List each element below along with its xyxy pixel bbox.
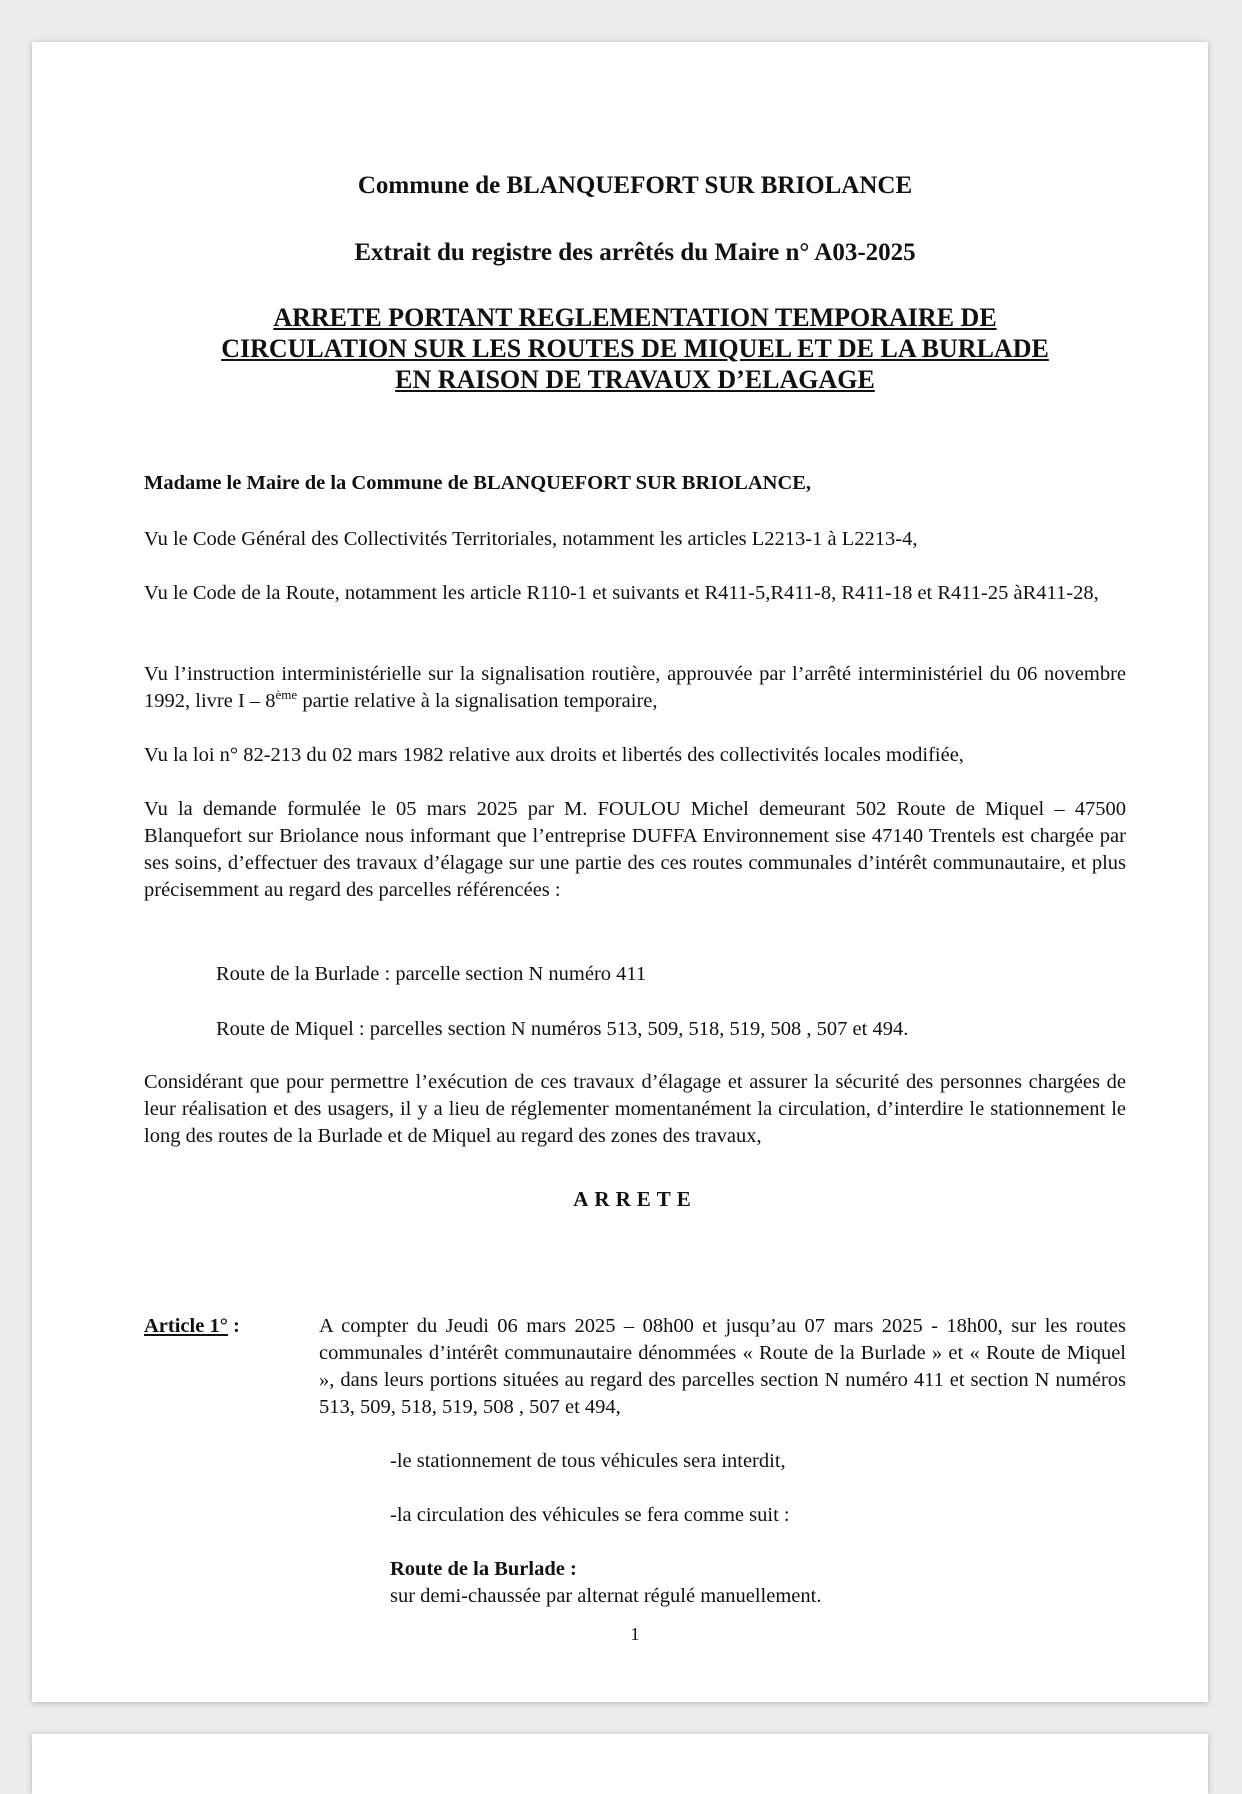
intro-maire: Madame le Maire de la Commune de BLANQUEFORT SUR BRIOLANCE, bbox=[144, 472, 812, 494]
article-1-item-stationnement: -le stationnement de tous véhicules sera interdit, bbox=[390, 1450, 786, 1472]
vu-instruction-part2: partie relative à la signalisation temporaire, bbox=[297, 690, 658, 712]
parcelle-burlade: Route de la Burlade : parcelle section N numéro 411 bbox=[216, 963, 647, 985]
vu-instruction-part1: Vu l’instruction interministérielle sur la signalisation routière, approuvée par l’arrêté interministériel du 06 novembre 1992, livre I – 8 bbox=[144, 663, 1126, 712]
article-1-label-text: Article 1° bbox=[144, 1315, 228, 1337]
vu-loi: Vu la loi n° 82-213 du 02 mars 1982 relative aux droits et libertés des collectivités locales modifiée, bbox=[144, 744, 964, 766]
title-line-2: CIRCULATION SUR LES ROUTES DE MIQUEL ET DE LA BURLADE bbox=[221, 334, 1049, 363]
article-1-item-circulation: -la circulation des véhicules se fera comme suit : bbox=[390, 1504, 790, 1526]
vu-instruction-sup: ème bbox=[275, 687, 298, 703]
next-page-edge bbox=[32, 1734, 1208, 1794]
arrete-title bbox=[144, 302, 1126, 395]
vu-cgct: Vu le Code Général des Collectivités Territoriales, notamment les articles L2213-1 à L2213-4, bbox=[144, 528, 918, 550]
parcelle-miquel: Route de Miquel : parcelles section N numéros 513, 509, 518, 519, 508 , 507 et 494. bbox=[216, 1018, 909, 1040]
arrete-heading: ARRETE bbox=[573, 1187, 697, 1211]
page-number: 1 bbox=[630, 1624, 640, 1644]
title-line-3: EN RAISON DE TRAVAUX D’ELAGAGE bbox=[395, 365, 875, 394]
article-1-subheading-burlade: Route de la Burlade : bbox=[390, 1558, 577, 1580]
article-1-text: A compter du Jeudi 06 mars 2025 – 08h00 et jusqu’au 07 mars 2025 - 18h00, sur les routes communales d’intérêt communautaire dénommées « Route de la Burlade » et « Route de Miquel », dans leurs portions situées au regard des parcelles section N numéro 411 et section N numéros 513, 509, 518, 519, 508 , 507 et 494, bbox=[319, 1315, 1126, 1418]
considerant: Considérant que pour permettre l’exécution de ces travaux d’élagage et assurer la sécurité des personnes chargées de leur réalisation et des usagers, il y a lieu de réglementer momentanément la circulation, d’interdire le stationnement le long des routes de la Burlade et de Miquel au regard des zones des travaux, bbox=[144, 1071, 1126, 1147]
article-1-label bbox=[144, 1313, 240, 1340]
commune-heading: Commune de BLANQUEFORT SUR BRIOLANCE bbox=[357, 172, 913, 199]
article-1-subtext-burlade: sur demi-chaussée par alternat régulé manuellement. bbox=[390, 1585, 822, 1607]
vu-instruction bbox=[144, 661, 1126, 715]
vu-code-route: Vu le Code de la Route, notamment les article R110-1 et suivants et R411-5,R411-8, R411-18 et R411-25 àR411-28, bbox=[144, 582, 1099, 604]
article-1-colon: : bbox=[227, 1315, 240, 1337]
title-line-1: ARRETE PORTANT REGLEMENTATION TEMPORAIRE DE bbox=[273, 303, 997, 332]
vu-demande: Vu la demande formulée le 05 mars 2025 par M. FOULOU Michel demeurant 502 Route de Miquel – 47500 Blanquefort sur Briolance nous informant que l’entreprise DUFFA Environnement sise 47140 Trentels est chargée par ses soins, d’effectuer des travaux d’élagage sur une partie des ces routes communales d’intérêt communautaire, et plus précisemment au regard des parcelles référencées : bbox=[144, 798, 1126, 901]
document-page bbox=[32, 42, 1208, 1702]
registre-heading: Extrait du registre des arrêtés du Maire n° A03-2025 bbox=[354, 239, 916, 266]
